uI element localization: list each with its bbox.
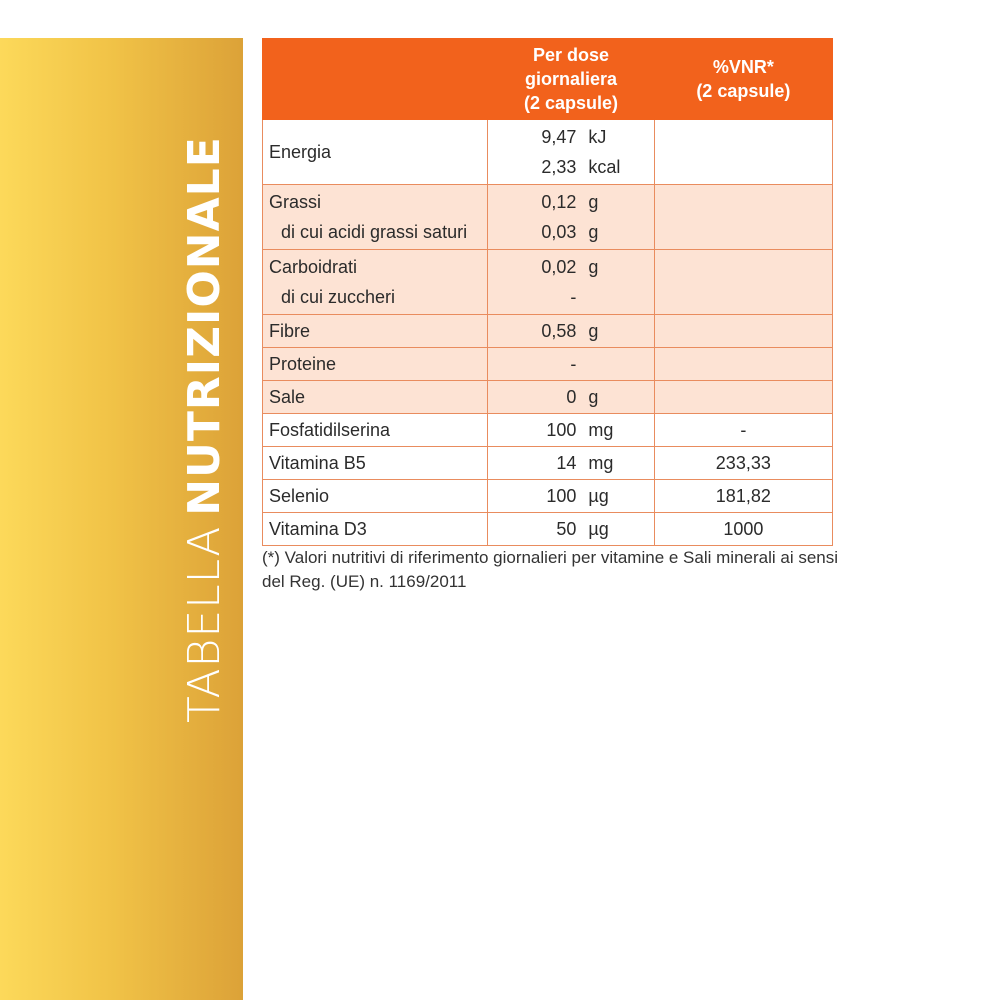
value-number: 0,12 [541, 192, 577, 212]
row-value [488, 250, 654, 315]
value-number: - [570, 354, 577, 374]
row-vnr [654, 120, 832, 185]
table-row [263, 414, 833, 447]
table-row [263, 120, 833, 185]
table-row [263, 185, 833, 250]
value-number: - [570, 287, 577, 307]
value-unit: mg [588, 420, 614, 440]
table-row [263, 513, 833, 546]
row-name-label: Grassi [269, 192, 322, 212]
row-vnr: - [654, 414, 832, 447]
row-name: Selenio [263, 480, 488, 513]
value-number: 0,03 [541, 222, 577, 242]
row-value [488, 315, 654, 348]
table-row [263, 315, 833, 348]
row-vnr [654, 185, 832, 250]
value-unit: µg [588, 519, 609, 539]
row-value [488, 513, 654, 546]
value-unit: g [588, 387, 599, 407]
row-name-label: Energia [269, 142, 332, 162]
value-number: 50 [556, 519, 577, 539]
header-vnr-line2: (2 capsule) [696, 81, 791, 101]
row-name: Fosfatidilserina [263, 414, 488, 447]
row-name: Fibre [263, 315, 488, 348]
footnote: (*) Valori nutritivi di riferimento giornalieri per vitamine e Sali minerali ai sensi del Reg. (UE) n. 1169/2011 [262, 548, 839, 591]
value-number: 0,58 [541, 321, 577, 341]
table-row [263, 250, 833, 315]
value-number: 100 [546, 420, 577, 440]
header-dose-line2: (2 capsule) [524, 93, 619, 113]
row-sub-label: di cui acidi grassi saturi [281, 222, 468, 242]
value-unit: g [588, 222, 599, 242]
value-number: 14 [556, 453, 577, 473]
row-value [488, 120, 654, 185]
side-title-light: TABELLA [179, 525, 230, 723]
row-name: Vitamina B5 [263, 447, 488, 480]
value-unit: kcal [588, 157, 621, 177]
header-dose-line1: Per dose giornaliera [525, 45, 618, 89]
row-value [488, 348, 654, 381]
row-sub-label: di cui zuccheri [281, 287, 396, 307]
row-name: Sale [263, 381, 488, 414]
row-vnr: 1000 [654, 513, 832, 546]
row-name [263, 250, 488, 315]
row-name: Vitamina D3 [263, 513, 488, 546]
value-number: 100 [546, 486, 577, 506]
row-name [263, 120, 488, 185]
table-row [263, 480, 833, 513]
value-unit: µg [588, 486, 609, 506]
header-vnr-cell [654, 39, 832, 120]
value-number: 2,33 [541, 157, 577, 177]
row-vnr [654, 315, 832, 348]
table-header-row [263, 39, 833, 120]
row-value [488, 447, 654, 480]
row-vnr [654, 348, 832, 381]
value-unit: g [588, 257, 599, 277]
table-row [263, 447, 833, 480]
value-unit: kJ [588, 127, 607, 147]
value-unit: g [588, 321, 599, 341]
side-panel [0, 38, 243, 1000]
row-name-label: Carboidrati [269, 257, 358, 277]
side-title-bold: NUTRIZIONALE [179, 136, 230, 516]
row-vnr: 233,33 [654, 447, 832, 480]
row-value [488, 381, 654, 414]
header-vnr-line1: %VNR* [712, 57, 774, 77]
table-row [263, 348, 833, 381]
row-name: Proteine [263, 348, 488, 381]
header-dose-cell [488, 39, 654, 120]
value-number: 0 [566, 387, 577, 407]
row-value [488, 414, 654, 447]
value-unit: g [588, 192, 599, 212]
row-value [488, 480, 654, 513]
side-title [180, 136, 228, 723]
value-number: 9,47 [541, 127, 577, 147]
row-vnr [654, 250, 832, 315]
row-name [263, 185, 488, 250]
row-value [488, 185, 654, 250]
header-name-cell [263, 39, 488, 120]
value-unit: mg [588, 453, 614, 473]
table-row [263, 381, 833, 414]
row-vnr [654, 381, 832, 414]
nutrition-table [262, 38, 833, 546]
value-number: 0,02 [541, 257, 577, 277]
row-vnr: 181,82 [654, 480, 832, 513]
